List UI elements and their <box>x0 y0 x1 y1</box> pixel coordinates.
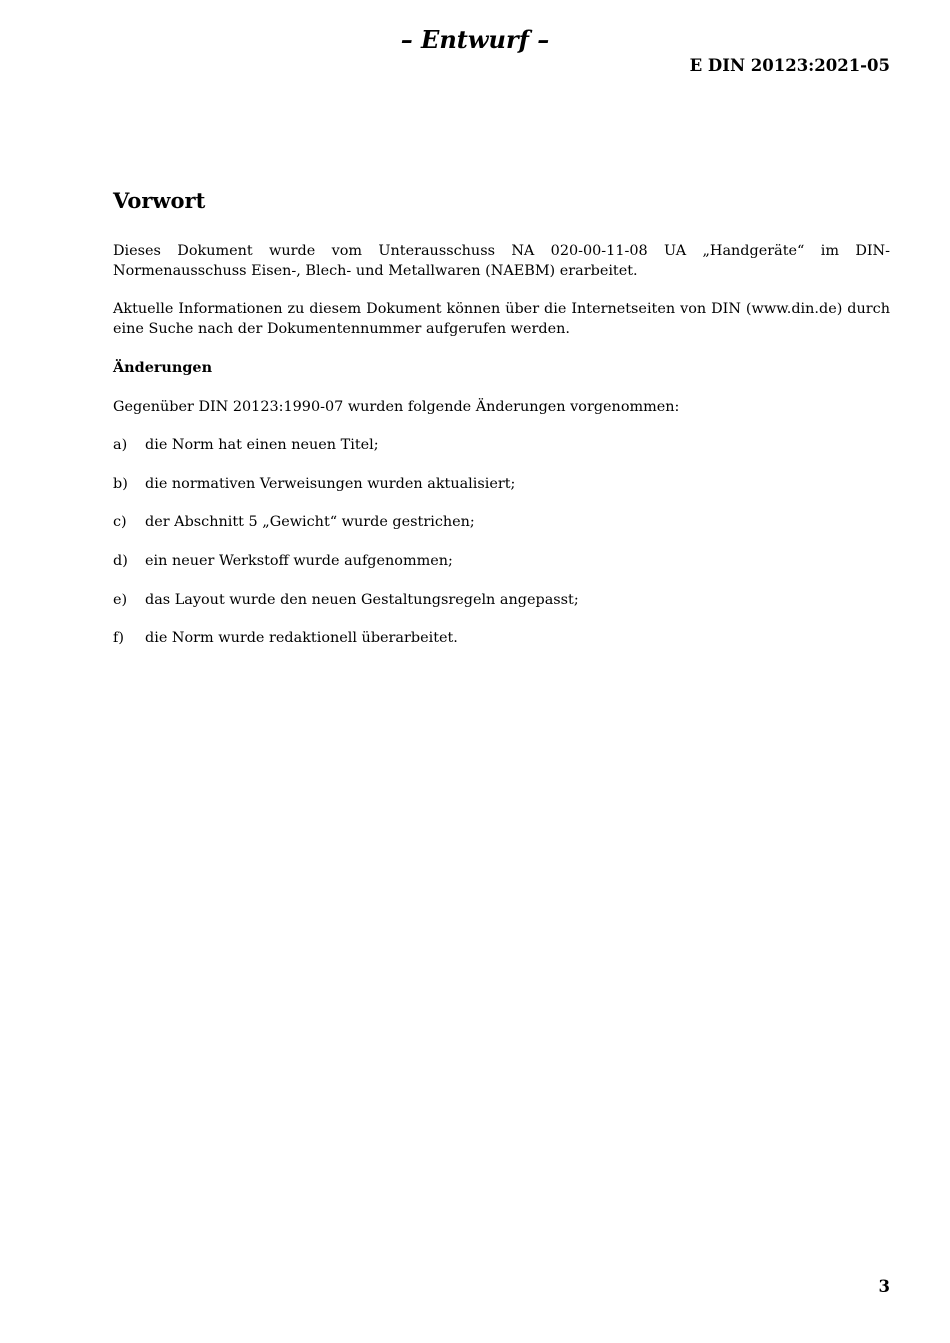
list-item <box>113 552 890 572</box>
list-item <box>113 475 890 495</box>
list-marker: c) <box>113 514 127 531</box>
foreword-paragraph-info: Aktuelle Informationen zu diesem Dokument können über die Internetseiten von DIN (www.din.de) durch eine Suche nach der Dokumentennummer aufgerufen werden. <box>113 301 890 337</box>
list-item-text: das Layout wurde den neuen Gestaltungsregeln angepasst; <box>145 591 579 608</box>
changes-intro: Gegenüber DIN 20123:1990-07 wurden folgende Änderungen vorgenommen: <box>113 398 680 415</box>
list-item-text: die normativen Verweisungen wurden aktualisiert; <box>145 475 516 492</box>
list-marker: f) <box>113 630 124 647</box>
list-marker: b) <box>113 475 128 492</box>
foreword-title: Vorwort <box>113 188 206 213</box>
list-marker: a) <box>113 437 128 453</box>
foreword-section <box>113 186 890 668</box>
changes-list <box>113 436 890 649</box>
list-item <box>113 629 890 649</box>
list-item-text: die Norm hat einen neuen Titel; <box>145 437 379 453</box>
list-item <box>113 513 890 533</box>
list-item-text: die Norm wurde redaktionell überarbeitet. <box>145 630 458 647</box>
draft-watermark: – Entwurf – <box>400 25 550 54</box>
list-item-text: ein neuer Werkstoff wurde aufgenommen; <box>145 553 453 570</box>
list-item <box>113 436 890 456</box>
document-identifier: E DIN 20123:2021-05 <box>689 56 890 75</box>
foreword-paragraph-committee: Dieses Dokument wurde vom Unterausschuss NA 020-00-11-08 UA „Handgeräte“ im DIN-Normenausschuss Eisen-, Blech- und Metallwaren (NAEBM) erarbeitet. <box>113 243 890 279</box>
page-number: 3 <box>878 1277 890 1296</box>
list-item <box>113 591 890 611</box>
list-item-text: der Abschnitt 5 „Gewicht“ wurde gestrichen; <box>145 514 475 531</box>
list-marker: d) <box>113 553 128 570</box>
list-marker: e) <box>113 591 128 608</box>
changes-heading: Änderungen <box>113 359 213 376</box>
